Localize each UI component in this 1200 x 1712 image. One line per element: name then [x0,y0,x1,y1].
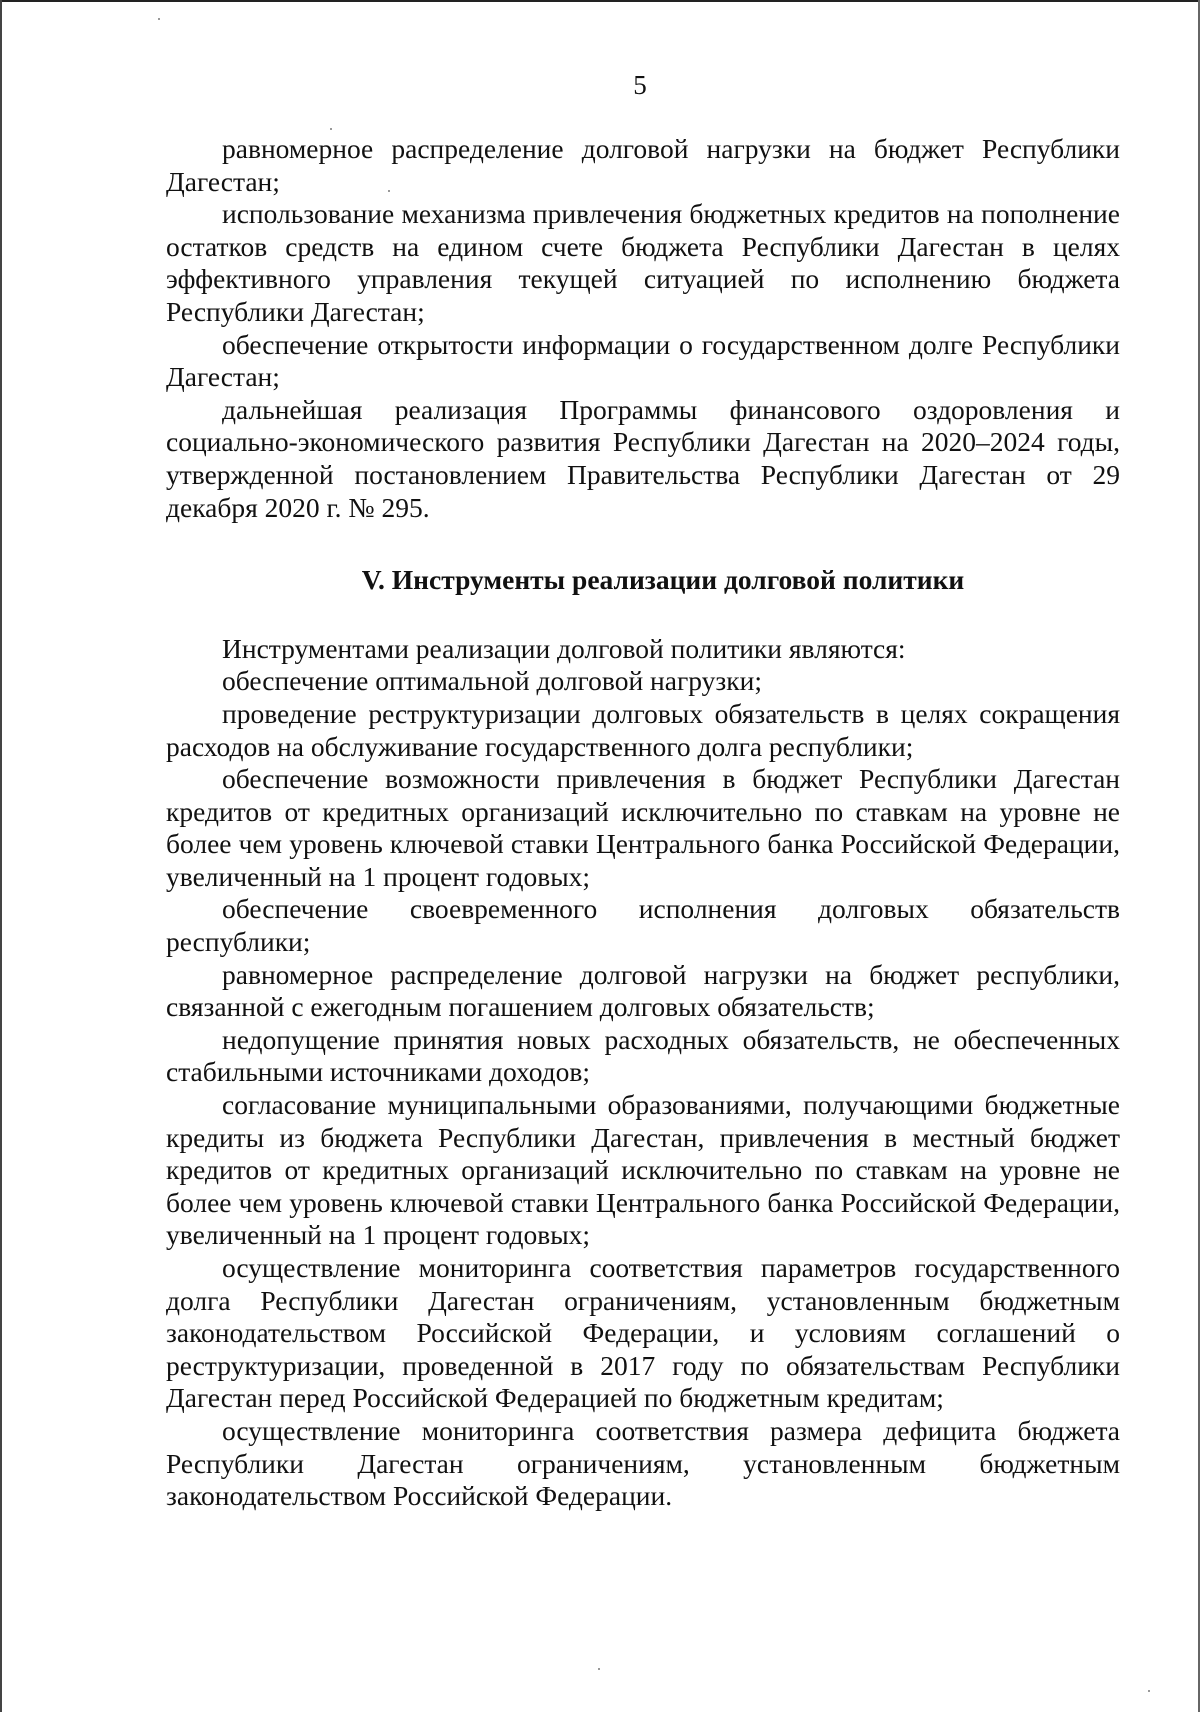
scan-speck [1148,1690,1150,1692]
paragraph: использование механизма привлечения бюджетных кредитов на пополнение остатков средств на едином счете бюджета Республики Дагестан в целях эффективного управления текущей ситуацией по исполнению бюджета Республики Дагестан; [166,198,1120,327]
paragraph: обеспечение своевременного исполнения долговых обязательств республики; [166,893,1120,958]
paragraph: обеспечение возможности привлечения в бюджет Республики Дагестан кредитов от кредитных организаций исключительно по ставкам на уровне не более чем уровень ключевой ставки Центрального банка Российской Федерации, увеличенный на 1 процент годовых; [166,763,1120,892]
document-body [166,133,1120,1513]
scan-speck [598,1668,600,1670]
scan-speck [330,128,332,130]
paragraph: недопущение принятия новых расходных обязательств, не обеспеченных стабильными источниками доходов; [166,1023,1120,1088]
paragraph: осуществление мониторинга соответствия параметров государственного долга Республики Дагестан ограничениям, установленным бюджетным законодательством Российской Федерации, и условиям соглашений о реструктуризации, проведенной в 2017 году по обязательствам Республики Дагестан перед Российской Федерацией по бюджетным кредитам; [166,1252,1120,1414]
paragraph: согласование муниципальными образованиями, получающими бюджетные кредиты из бюджета Республики Дагестан, привлечения в местный бюджет кредитов от кредитных организаций исключительно по ставкам на уровне не более чем уровень ключевой ставки Центрального банка Российской Федерации, увеличенный на 1 процент годовых; [166,1089,1120,1251]
scan-speck [158,18,160,20]
paragraph: равномерное распределение долговой нагрузки на бюджет республики, связанной с ежегодным погашением долговых обязательств; [166,958,1120,1023]
scan-edge-left [0,0,2,1712]
paragraph: дальнейшая реализация Программы финансового оздоровления и социально-экономического развития Республики Дагестан на 2020–2024 годы, утвержденной постановлением Правительства Республики Дагестан от 29 декабря 2020 г. № 295. [166,393,1120,523]
paragraph: осуществление мониторинга соответствия размера дефицита бюджета Республики Дагестан ограничениям, установленным бюджетным законодательством Российской Федерации. [166,1414,1120,1512]
page-number: 5 [633,70,647,100]
section-heading: V. Инструменты реализации долговой политики [361,564,965,596]
paragraph: равномерное распределение долговой нагрузки на бюджет Республики Дагестан; [166,133,1120,197]
scan-edge-top [0,0,1200,2]
paragraph: обеспечение открытости информации о государственном долге Республики Дагестан; [166,328,1120,393]
paragraph: Инструментами реализации долговой политики являются: [222,632,906,664]
paragraph: обеспечение оптимальной долговой нагрузки; [222,665,762,697]
paragraph: проведение реструктуризации долговых обязательств в целях сокращения расходов на обслуживание государственного долга республики; [166,697,1120,762]
